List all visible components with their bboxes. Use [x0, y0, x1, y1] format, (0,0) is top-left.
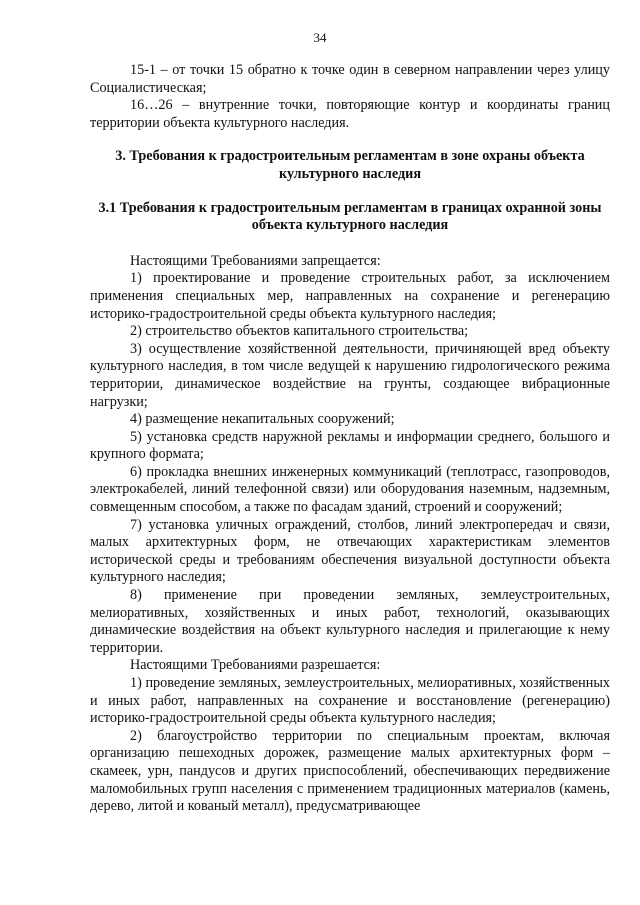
section-heading: 3. Требования к градостроительным регламентам в зоне охраны объекта культурного наследия [115, 148, 585, 182]
prohibited-item-5: 5) установка средств наружной рекламы и информации среднего, большого и крупного формата; [90, 428, 610, 463]
intro-paragraph-1: 15-1 – от точки 15 обратно к точке один в северном направлении через улицу Социалистическая; [90, 62, 610, 96]
intro-paragraph-2: 16…26 – внутренние точки, повторяющие контур и координаты границ территории объекта культурного наследия. [90, 97, 610, 131]
permitted-item-1: 1) проведение земляных, землеустроительных, мелиоративных, хозяйственных и иных работ, направленных на сохранение и восстановление (регенерацию) историко-градостроительной среды объекта культурного наследия; [90, 675, 610, 727]
prohibited-item-8: 8) применение при проведении земляных, землеустроительных, мелиоративных, хозяйственных и иных работ, технологий, оказывающих динамические воздействия на объект культурного наследия и прилегающие к нему территории. [90, 587, 610, 656]
prohibited-lead: Настоящими Требованиями запрещается: [130, 252, 381, 269]
document-body [90, 62, 610, 816]
permitted-lead: Настоящими Требованиями разрешается: [130, 657, 381, 674]
prohibited-item-3: 3) осуществление хозяйственной деятельности, причиняющей вред объекту культурного наследия, в том числе ведущей к нарушению гидрологического режима территории, динамическое воздействие на грунты, создающее вибрационные нагрузки; [90, 340, 610, 410]
prohibited-item-6: 6) прокладка внешних инженерных коммуникаций (теплотрасс, газопроводов, электрокабелей, линий телефонной связи) или оборудования наземным, надземным, совмещенным способом, а также по фасадам зданий, строений и сооружений; [90, 463, 610, 516]
prohibited-item-1: 1) проектирование и проведение строительных работ, за исключением применения специальных мер, направленных на сохранение и регенерацию историко-градостроительной среды объекта культурного наследия; [90, 270, 610, 322]
page-number: 34 [313, 30, 327, 45]
permitted-item-2: 2) благоустройство территории по специальным проектам, включая организацию пешеходных дорожек, размещение малых архитектурных форм – скамеек, урн, пандусов и других приспособлений, обеспечивающих передвижение маломобильных групп населения с применением традиционных материалов (камень, дерево, литой и кованый металл), предусматривающее [90, 727, 610, 815]
prohibited-item-4: 4) размещение некапитальных сооружений; [130, 411, 395, 428]
prohibited-item-2: 2) строительство объектов капитального строительства; [130, 323, 469, 340]
subsection-heading: 3.1 Требования к градостроительным регламентам в границах охранной зоны объекта культурного наследия [98, 199, 602, 234]
prohibited-item-7: 7) установка уличных ограждений, столбов, линий электропередач и связи, малых архитектурных форм, не отвечающих характеристикам элементов исторической среды и требованиям обеспечения визуальной доступности объекта культурного наследия; [90, 516, 610, 586]
